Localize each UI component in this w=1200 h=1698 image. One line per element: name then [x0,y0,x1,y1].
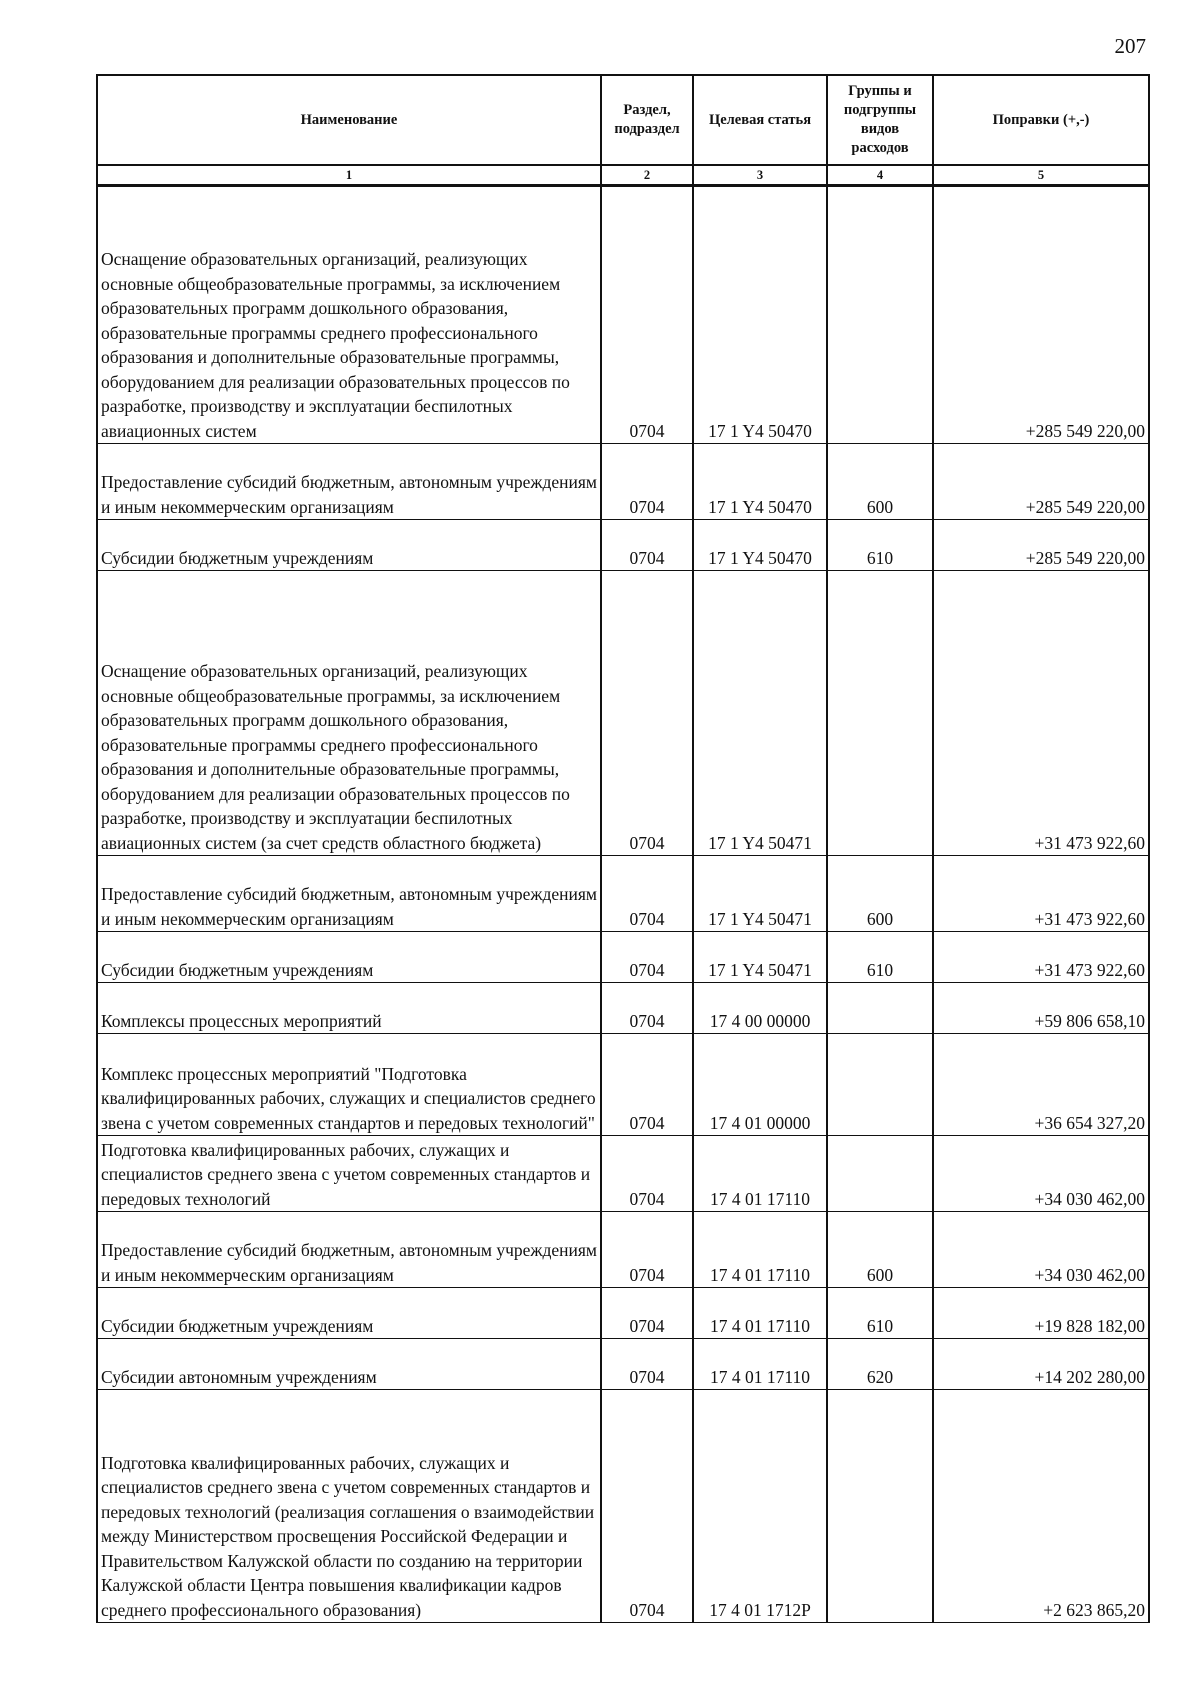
row-group [827,571,933,856]
column-number: 5 [933,165,1149,186]
row-name: Оснащение образовательных организаций, реализующих основные общеобразовательные программы, за исключением образовательных программ дошкольного образования, образовательные программы среднего профессионального образования и дополнительные образовательные программы, оборудованием для реализации образовательных процессов по разработке, производству и эксплуатации беспилотных авиационных систем (за счет средств областного бюджета) [97,571,601,856]
row-group: 600 [827,856,933,932]
budget-table [96,74,1150,1623]
page-number: 207 [1114,34,1146,58]
row-amount: +285 549 220,00 [933,520,1149,571]
row-amount: +36 654 327,20 [933,1034,1149,1136]
row-amount: +31 473 922,60 [933,571,1149,856]
row-name: Комплекс процессных мероприятий "Подготовка квалифицированных рабочих, служащих и специалистов среднего звена с учетом современных стандартов и передовых технологий" [97,1034,601,1136]
row-article: 17 1 Y4 50471 [693,932,827,983]
row-group: 610 [827,520,933,571]
row-section: 0704 [601,1390,693,1623]
table-row [97,186,1149,444]
row-article: 17 1 Y4 50471 [693,856,827,932]
row-name: Подготовка квалифицированных рабочих, служащих и специалистов среднего звена с учетом современных стандартов и передовых технологий [97,1136,601,1212]
header-section: Раздел, подраздел [601,75,693,165]
row-amount: +59 806 658,10 [933,983,1149,1034]
row-name: Субсидии бюджетным учреждениям [97,520,601,571]
header-amount: Поправки (+,-) [933,75,1149,165]
row-amount: +19 828 182,00 [933,1288,1149,1339]
table-row [97,571,1149,856]
header-row [97,75,1149,165]
row-name: Комплексы процессных мероприятий [97,983,601,1034]
row-name: Предоставление субсидий бюджетным, автономным учреждениям и иным некоммерческим организациям [97,1212,601,1288]
row-article: 17 4 01 17110 [693,1212,827,1288]
row-section: 0704 [601,1288,693,1339]
row-name: Субсидии бюджетным учреждениям [97,1288,601,1339]
table-row [97,856,1149,932]
table-row [97,520,1149,571]
row-article: 17 4 01 17110 [693,1288,827,1339]
row-amount: +34 030 462,00 [933,1212,1149,1288]
row-group [827,1390,933,1623]
column-number: 4 [827,165,933,186]
row-section: 0704 [601,1136,693,1212]
row-article: 17 4 01 00000 [693,1034,827,1136]
row-amount: +285 549 220,00 [933,444,1149,520]
header-article: Целевая статья [693,75,827,165]
row-article: 17 1 Y4 50470 [693,444,827,520]
row-group [827,186,933,444]
row-group: 610 [827,1288,933,1339]
table-row [97,1288,1149,1339]
row-group: 600 [827,1212,933,1288]
row-amount: +14 202 280,00 [933,1339,1149,1390]
row-section: 0704 [601,520,693,571]
table-row [97,1212,1149,1288]
row-name: Оснащение образовательных организаций, реализующих основные общеобразовательные программы, за исключением образовательных программ дошкольного образования, образовательные программы среднего профессионального образования и дополнительные образовательные программы, оборудованием для реализации образовательных процессов по разработке, производству и эксплуатации беспилотных авиационных систем [97,186,601,444]
row-name: Субсидии бюджетным учреждениям [97,932,601,983]
row-article: 17 4 00 00000 [693,983,827,1034]
row-section: 0704 [601,932,693,983]
row-name: Предоставление субсидий бюджетным, автономным учреждениям и иным некоммерческим организациям [97,856,601,932]
row-article: 17 1 Y4 50470 [693,520,827,571]
row-amount: +31 473 922,60 [933,932,1149,983]
row-article: 17 4 01 1712P [693,1390,827,1623]
row-article: 17 4 01 17110 [693,1339,827,1390]
row-amount: +285 549 220,00 [933,186,1149,444]
row-name: Подготовка квалифицированных рабочих, служащих и специалистов среднего звена с учетом современных стандартов и передовых технологий (реализация соглашения о взаимодействии между Министерством просвещения Российской Федерации и Правительством Калужской области по созданию на территории Калужской области Центра повышения квалификации кадров среднего профессионального образования) [97,1390,601,1623]
table-row [97,1390,1149,1623]
row-section: 0704 [601,983,693,1034]
row-group [827,983,933,1034]
header-group: Группы и подгруппы видов расходов [827,75,933,165]
row-section: 0704 [601,571,693,856]
row-section: 0704 [601,1339,693,1390]
table-row [97,444,1149,520]
row-amount: +31 473 922,60 [933,856,1149,932]
row-name: Субсидии автономным учреждениям [97,1339,601,1390]
row-amount: +34 030 462,00 [933,1136,1149,1212]
header-name: Наименование [97,75,601,165]
column-number: 2 [601,165,693,186]
column-number: 3 [693,165,827,186]
table-row [97,1034,1149,1136]
table-row [97,1136,1149,1212]
row-amount: +2 623 865,20 [933,1390,1149,1623]
table-row [97,932,1149,983]
row-group [827,1136,933,1212]
row-article: 17 1 Y4 50470 [693,186,827,444]
table-row [97,1339,1149,1390]
row-section: 0704 [601,856,693,932]
table-row [97,983,1149,1034]
row-article: 17 1 Y4 50471 [693,571,827,856]
column-number: 1 [97,165,601,186]
column-number-row [97,165,1149,186]
row-group [827,1034,933,1136]
row-article: 17 4 01 17110 [693,1136,827,1212]
row-group: 610 [827,932,933,983]
row-section: 0704 [601,186,693,444]
row-name: Предоставление субсидий бюджетным, автономным учреждениям и иным некоммерческим организациям [97,444,601,520]
row-section: 0704 [601,1212,693,1288]
row-group: 600 [827,444,933,520]
row-section: 0704 [601,444,693,520]
row-group: 620 [827,1339,933,1390]
row-section: 0704 [601,1034,693,1136]
